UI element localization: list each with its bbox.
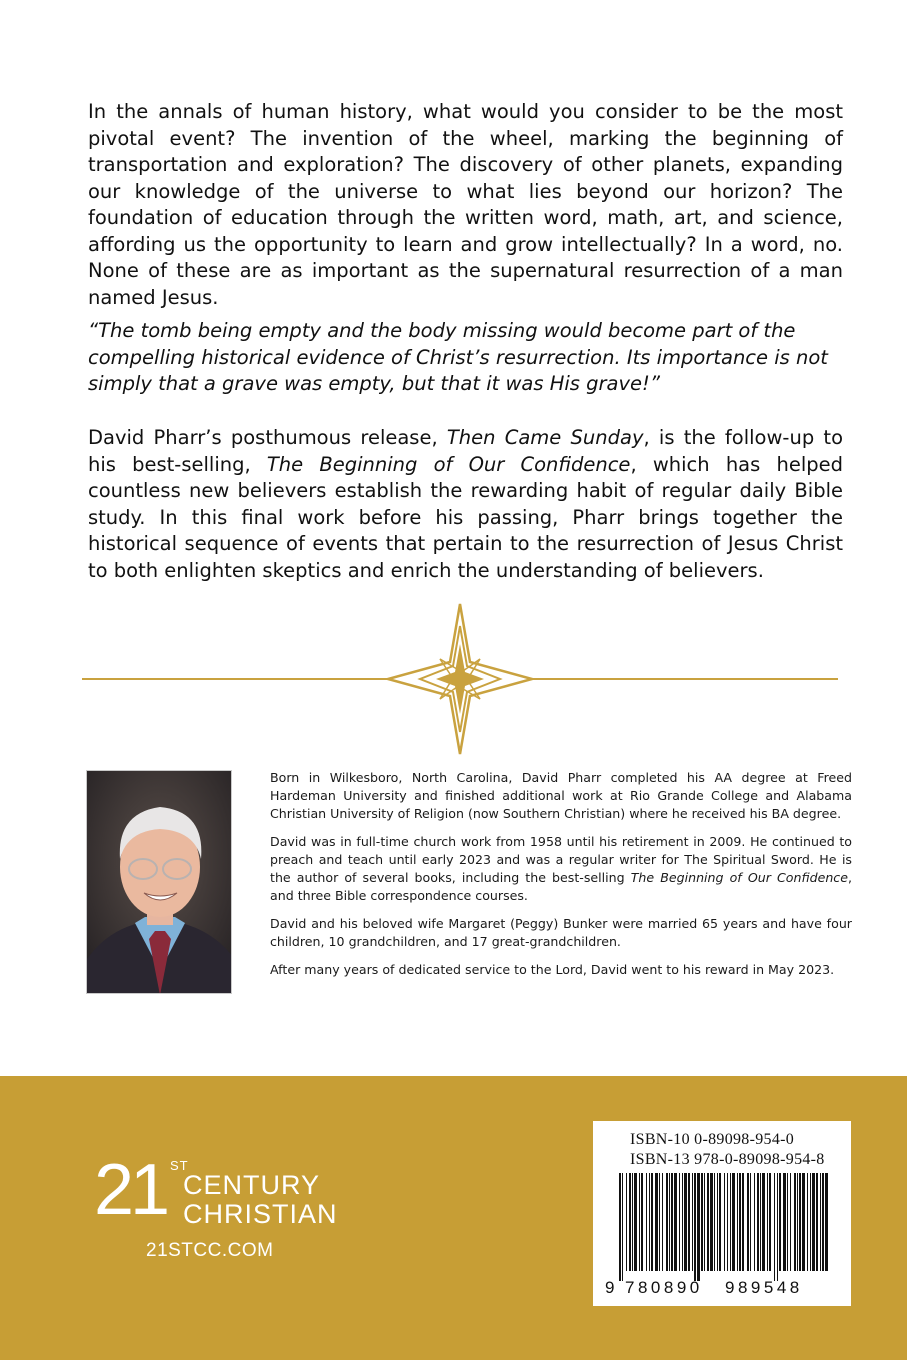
barcode-bar: [739, 1173, 741, 1271]
barcode-digit-first: 9: [605, 1278, 615, 1297]
barcode-bar: [790, 1173, 791, 1271]
barcode-bar: [825, 1173, 828, 1271]
barcode-bar: [730, 1173, 731, 1271]
barcode-bar: [651, 1173, 653, 1271]
barcode-bar: [797, 1173, 798, 1271]
barcode-bar: [659, 1173, 660, 1271]
blurb-paragraph-3: [88, 425, 843, 584]
barcode-bar: [750, 1173, 751, 1271]
blurb-text: David Pharr’s posthumous release,: [88, 426, 447, 449]
logo-word-christian: CHRISTIAN: [183, 1199, 338, 1229]
isbn-barcode-box: [593, 1121, 851, 1306]
barcode-bar: [810, 1173, 811, 1271]
barcode-bar: [754, 1173, 755, 1271]
bio-paragraph: Born in Wilkesboro, North Carolina, David Pharr completed his AA degree at Freed Hardeman University and finished additional work at Rio Grande College and Alabama Christian University of Religion (now Southern Christian) where he received his BA degree.: [270, 770, 852, 821]
blurb-paragraph-1: In the annals of human history, what would you consider to be the most pivotal event? The invention of the wheel, marking the beginning of transportation and exploration? The discovery of other planets, expanding our knowledge of the universe to what lies beyond our horizon? The foundation of education through the written word, math, art, and science, affording us the opportunity to learn and grow intellectually? In a word, no. None of these are as important as the supernatural resurrection of a man named Jesus.: [88, 100, 843, 309]
barcode-bar: [646, 1173, 647, 1271]
barcode-bar: [767, 1173, 768, 1271]
barcode-bar: [820, 1173, 821, 1271]
barcode-bar: [626, 1173, 627, 1271]
barcode-bar: [737, 1173, 738, 1271]
barcode-bar: [674, 1173, 677, 1271]
barcode-bar: [769, 1173, 771, 1271]
barcode-bar: [816, 1173, 818, 1271]
barcode-bar: [777, 1173, 778, 1281]
isbn-10: ISBN-10 0-89098-954-0: [630, 1131, 795, 1148]
barcode-bar: [707, 1173, 709, 1271]
barcode-bar: [714, 1173, 715, 1271]
barcode-bar: [760, 1173, 761, 1271]
barcode-bar: [701, 1173, 703, 1271]
barcode-bar: [757, 1173, 759, 1271]
barcode-bar: [629, 1173, 631, 1271]
barcode-bar: [671, 1173, 673, 1271]
barcode-bar: [710, 1173, 713, 1271]
book-title: Then Came Sunday: [446, 426, 644, 449]
barcode-digits-left: 780890: [625, 1278, 703, 1297]
logo-superscript: ST: [170, 1158, 189, 1173]
barcode-bar: [727, 1173, 728, 1271]
publisher-logo: [94, 1150, 354, 1274]
barcode-bar: [779, 1173, 781, 1271]
logo-number: 21: [94, 1150, 167, 1230]
barcode-bar: [688, 1173, 690, 1271]
book-title: The Beginning of Our Confidence: [630, 870, 848, 885]
barcode-bar: [787, 1173, 788, 1271]
barcode-bar: [682, 1173, 683, 1271]
barcode-bar: [762, 1173, 765, 1271]
barcode-bar: [717, 1173, 718, 1271]
bio-paragraph: After many years of dedicated service to the Lord, David went to his reward in May 2023.: [270, 962, 835, 977]
star-divider-ornament: [0, 600, 907, 760]
isbn-13: ISBN-13 978-0-89098-954-8: [630, 1151, 825, 1168]
barcode-bar: [812, 1173, 815, 1271]
barcode-bar: [622, 1173, 623, 1281]
barcode-bar: [632, 1173, 633, 1271]
bio-paragraph: David and his beloved wife Margaret (Peggy) Bunker were married 65 years and have four children, 10 grandchildren, and 17 great-grandchildren.: [270, 916, 852, 949]
barcode-bar: [807, 1173, 808, 1271]
compass-star-icon: [388, 604, 532, 754]
barcode-bar: [655, 1173, 658, 1271]
barcode-bar: [641, 1173, 643, 1271]
barcode-bar: [662, 1173, 663, 1271]
barcode-bar: [719, 1173, 721, 1271]
barcode-bar: [694, 1173, 696, 1281]
barcode-bar: [649, 1173, 650, 1271]
logo-word-century: CENTURY: [183, 1170, 321, 1200]
barcode-bar: [704, 1173, 705, 1271]
barcode-bar: [639, 1173, 640, 1271]
barcode-bar: [747, 1173, 749, 1271]
author-bio: [270, 769, 852, 989]
blurb-text: , which has helped countless new believers establish the rewarding habit of regular daily Bible study. In this final work before his passing, Pharr brings together the historical sequence of events that pertain to the resurrection of Jesus Christ to both enlighten skeptics and enrich the understanding of believers.: [88, 452, 844, 582]
bio-text: , and three Bible correspondence courses.: [270, 870, 852, 903]
author-photo: [86, 770, 232, 994]
barcode-bar: [794, 1173, 796, 1271]
barcode-digits-right: 989548: [725, 1278, 803, 1297]
blurb-text: , is the follow-up to his best-selling,: [88, 426, 844, 476]
book-title: The Beginning of Our Confidence: [266, 452, 631, 476]
barcode-bars: [603, 1173, 843, 1283]
barcode-bar: [732, 1173, 735, 1271]
bio-text: David was in full-time church work from 1958 until his retirement in 2009. He continued to preach and teach until early 2023 and was a regular writer for The Spiritual Sword. He is the author of several books, including the best-selling: [270, 834, 852, 885]
blurb-quote: “The tomb being empty and the body missing would become part of the compelling historical evidence of Christ’s resurrection. Its importance is not simply that a grave was empty, but that it was His grave!”: [88, 319, 828, 395]
barcode-bar: [774, 1173, 775, 1281]
barcode-bar: [697, 1173, 700, 1281]
publisher-url[interactable]: 21STCC.COM: [146, 1240, 274, 1261]
barcode-bar: [692, 1173, 693, 1271]
barcode-bar: [619, 1173, 621, 1281]
barcode-bar: [666, 1173, 668, 1271]
barcode-bar: [799, 1173, 801, 1271]
bio-paragraph: [270, 833, 852, 905]
barcode-bar: [669, 1173, 670, 1271]
barcode-bar: [822, 1173, 824, 1271]
barcode-bar: [679, 1173, 680, 1271]
barcode-bar: [783, 1173, 786, 1271]
barcode-bar: [742, 1173, 744, 1271]
barcode-bar: [634, 1173, 637, 1271]
barcode-bar: [802, 1173, 805, 1271]
barcode-bar: [724, 1173, 725, 1271]
barcode-bar: [684, 1173, 687, 1271]
